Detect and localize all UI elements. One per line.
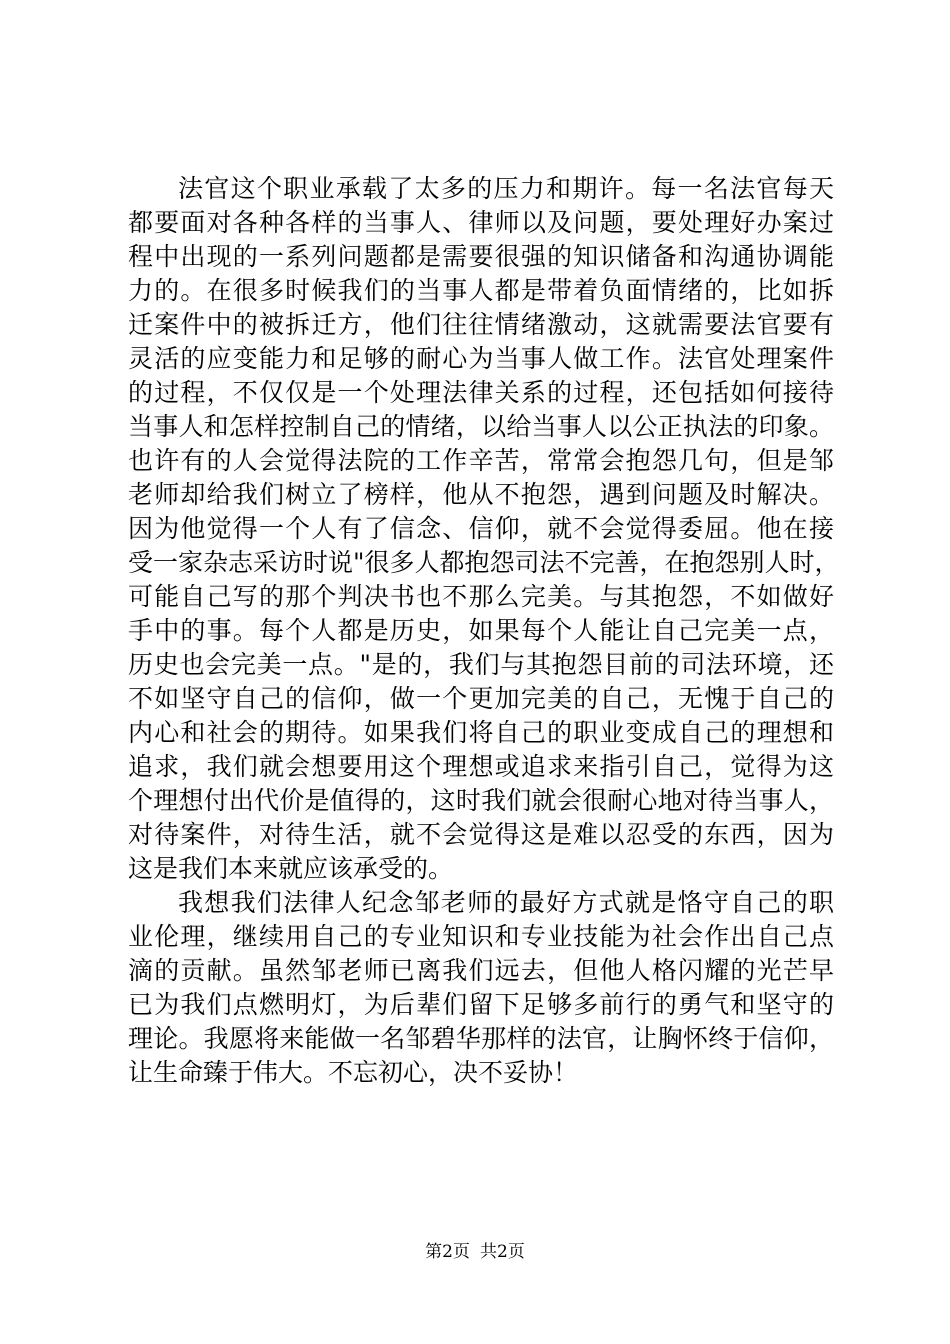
text-line: 对待案件，对待生活，就不会觉得这是难以忍受的东西，因为 <box>128 820 834 849</box>
text-line: 程中出现的一系列问题都是需要很强的知识储备和沟通协调能 <box>128 242 834 271</box>
text-line: 追求，我们就会想要用这个理想或追求来指引自己，觉得为这 <box>128 752 834 781</box>
paragraph-1 <box>128 172 840 886</box>
text-line: 滴的贡献。虽然邹老师已离我们远去，但他人格闪耀的光芒早 <box>128 956 834 985</box>
paragraph-2 <box>128 886 834 1090</box>
text-line: 法官这个职业承载了太多的压力和期许。每一名法官每天 <box>178 174 834 203</box>
text-line: 的过程，不仅仅是一个处理法律关系的过程，还包括如何接待 <box>128 378 834 407</box>
text-line: 业伦理，继续用自己的专业知识和专业技能为社会作出自己点 <box>128 922 834 951</box>
page-footer <box>0 1240 950 1264</box>
text-line: 我想我们法律人纪念邹老师的最好方式就是恪守自己的职 <box>178 888 834 917</box>
text-line: 老师却给我们树立了榜样，他从不抱怨，遇到问题及时解决。 <box>128 480 834 509</box>
text-line: 内心和社会的期待。如果我们将自己的职业变成自己的理想和 <box>128 718 834 747</box>
text-line: 个理想付出代价是值得的，这时我们就会很耐心地对待当事人， <box>128 786 834 815</box>
text-line: 因为他觉得一个人有了信念、信仰，就不会觉得委屈。他在接 <box>128 514 834 543</box>
text-line: 当事人和怎样控制自己的情绪，以给当事人以公正执法的印象。 <box>128 412 834 441</box>
text-line: 迁案件中的被拆迁方，他们往往情绪激动，这就需要法官要有 <box>128 310 834 339</box>
text-line: 已为我们点燃明灯，为后辈们留下足够多前行的勇气和坚守的 <box>128 990 834 1019</box>
text-line: 这是我们本来就应该承受的。 <box>128 854 454 883</box>
text-line: 也许有的人会觉得法院的工作辛苦，常常会抱怨几句，但是邹 <box>128 446 834 475</box>
text-line: 都要面对各种各样的当事人、律师以及问题，要处理好办案过 <box>128 208 834 237</box>
document-body <box>128 172 840 1090</box>
page-total: 共2页 <box>480 1242 525 1262</box>
text-line: 理论。我愿将来能做一名邹碧华那样的法官，让胸怀终于信仰， <box>128 1024 834 1053</box>
text-line: 让生命臻于伟大。不忘初心，决不妥协！ <box>128 1058 579 1087</box>
text-line: 手中的事。每个人都是历史，如果每个人能让自己完美一点， <box>128 616 834 645</box>
text-line: 灵活的应变能力和足够的耐心为当事人做工作。法官处理案件 <box>128 344 834 373</box>
text-line: 力的。在很多时候我们的当事人都是带着负面情绪的，比如拆 <box>128 276 834 305</box>
text-line: 可能自己写的那个判决书也不那么完美。与其抱怨，不如做好 <box>128 582 834 611</box>
text-line: 历史也会完美一点。"是的，我们与其抱怨目前的司法环境，还 <box>128 650 834 679</box>
text-line: 不如坚守自己的信仰，做一个更加完美的自己，无愧于自己的 <box>128 684 834 713</box>
page-number: 第2页 <box>425 1242 470 1262</box>
text-line: 受一家杂志采访时说"很多人都抱怨司法不完善，在抱怨别人时， <box>128 548 840 577</box>
